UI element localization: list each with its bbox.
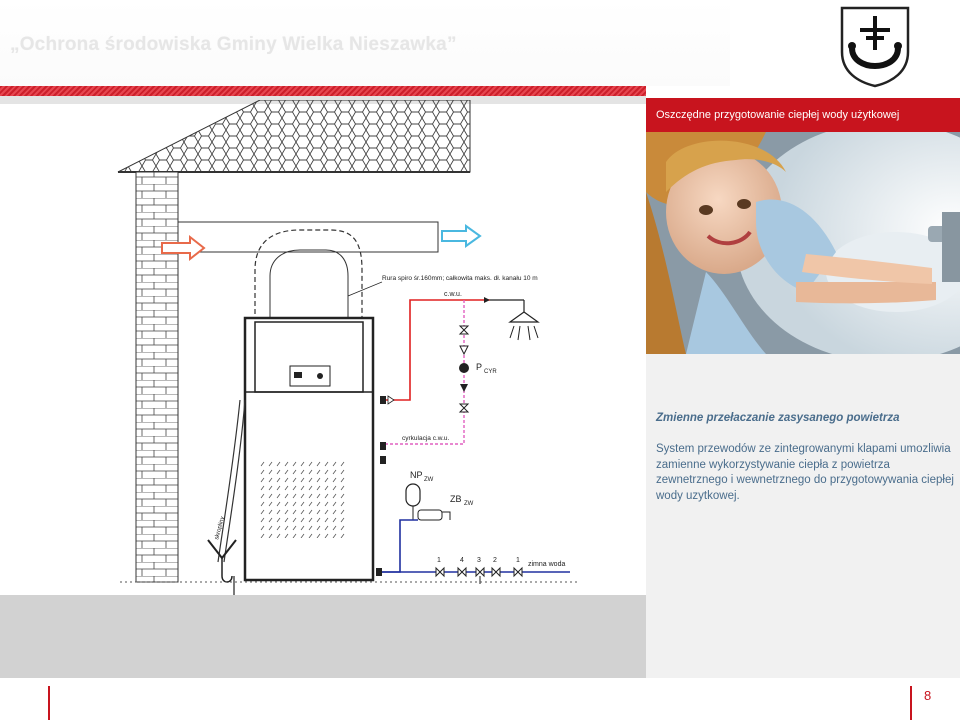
page-title: „Ochrona środowiska Gminy Wielka Nieszawka” [10,34,457,55]
brick-wall [136,172,178,582]
description-heading: Zmienne przełaczanie zasysanego powietrza [656,412,900,424]
np-label: NP [410,470,423,480]
valve-2-label: 2 [493,557,497,564]
cold-water-label: zimna woda [528,561,566,568]
zb-sub-label: ZW [464,501,474,507]
heat-pump-installation-diagram [100,100,580,595]
expansion-vessel-icon [406,484,420,506]
description-text: System przewodów ze zintegrowanymi klapami umozliwia zamienne wykorzystywanie ciepła z powietrza zewnetrznego i wewnetrznego do przygotowywania ciepłej wody uzytkowej. [656,443,954,502]
roof [118,100,470,172]
drain-funnel-icon [208,540,236,558]
page-number: 8 [924,688,932,703]
valve-3-label: 3 [477,557,481,564]
shower-head-icon [510,312,538,322]
footer-divider-left [48,686,50,720]
pump-label: P [476,362,483,372]
crest-icon [838,6,912,88]
np-sub-label: ZW [424,477,434,483]
pipe-label: Rura spiro śr.160mm; całkowita maks. dł. kanału 10 m [382,275,538,282]
slide-subtitle: Oszczędne przygotowanie ciepłej wody użytkowej [656,109,900,121]
valve-1b-label: 1 [516,557,520,564]
child-washing-hands-photo [646,132,960,354]
circulation-label: cyrkulacja c.w.u. [402,435,450,442]
bottom-gray-band [0,595,646,678]
exhaust-arrow-icon [442,226,480,246]
safety-valve-icon [418,510,442,520]
circulation-pump-icon [459,363,469,373]
valve-1a-label: 1 [437,557,441,564]
drain-label: skropliny [214,516,227,541]
footer-divider-right [910,686,912,720]
air-duct [178,222,438,252]
header-red-stripe [0,86,646,96]
zb-label: ZB [450,494,462,504]
pump-sub-label: CYR [484,369,497,375]
hot-water-label: c.w.u. [444,291,462,298]
valve-4-label: 4 [460,557,464,564]
description-panel [646,354,960,678]
